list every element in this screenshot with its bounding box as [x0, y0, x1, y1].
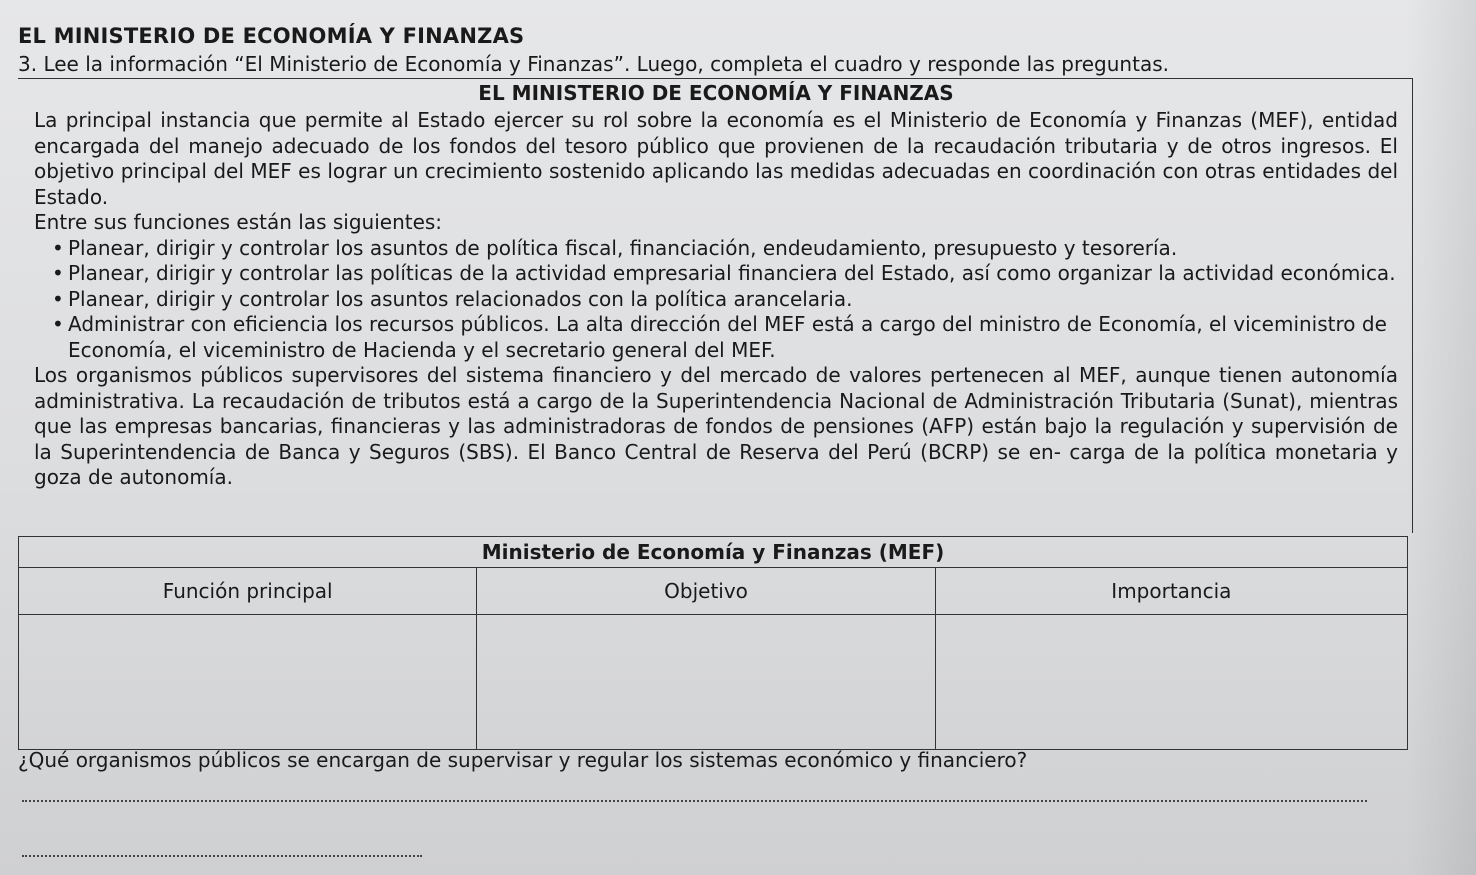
- reading-box: [18, 78, 1413, 533]
- function-item: • Planear, dirigir y controlar los asuntos de política fiscal, financiación, endeudamiento, presupuesto y tesorería.: [54, 236, 1398, 262]
- table-title: Ministerio de Economía y Finanzas (MEF): [19, 537, 1408, 568]
- cell-objetivo[interactable]: [477, 615, 935, 750]
- page-shadow: [1406, 0, 1476, 875]
- function-item: • Administrar con eficiencia los recursos públicos. La alta dirección del MEF está a cargo del ministro de Economía, el viceministro de Economía, el viceministro de Hacienda y el secretario general del MEF.: [54, 312, 1398, 363]
- functions-intro: Entre sus funciones están las siguientes:: [34, 210, 443, 234]
- functions-list: [34, 236, 1398, 364]
- cell-funcion-principal[interactable]: [19, 615, 477, 750]
- column-importancia: Importancia: [935, 568, 1407, 615]
- function-item: • Planear, dirigir y controlar los asuntos relacionados con la política arancelaria.: [54, 287, 1398, 313]
- reading-paragraph-2: Los organismos públicos supervisores del sistema financiero y del mercado de valores pertenecen al MEF, aunque tienen autonomía administrativa. La recaudación de tributos está a cargo de la Superintendencia Nacional de Administración Tributaria (Sunat), mientras que las empresas bancarias, financieras y las administradoras de fondos de pensiones (AFP) están bajo la regulación y supervisión de la Superintendencia de Banca y Seguros (SBS). El Banco Central de Reserva del Perú (BCRP) se en- carga de la política monetaria y goza de autonomía.: [34, 363, 1398, 489]
- column-objetivo: Objetivo: [477, 568, 935, 615]
- activity-instruction: 3. Lee la información “El Ministerio de Economía y Finanzas”. Luego, completa el cuadro y responde las preguntas.: [18, 52, 1169, 76]
- worksheet-title: EL MINISTERIO DE ECONOMÍA Y FINANZAS: [18, 24, 525, 48]
- answer-line[interactable]: [22, 855, 422, 857]
- column-funcion-principal: Función principal: [19, 568, 477, 615]
- cell-importancia[interactable]: [935, 615, 1407, 750]
- answer-line[interactable]: [22, 800, 1367, 802]
- reading-paragraph-1: La principal instancia que permite al Estado ejercer su rol sobre la economía es el Ministerio de Economía y Finanzas (MEF), entidad encargada del manejo adecuado de los fondos del tesoro público que provienen de la recaudación tributaria y de otros ingresos. El objetivo principal del MEF es lograr un crecimiento sostenido aplicando las medidas adecuadas en coordinación con otras entidades del Estado.: [34, 108, 1398, 209]
- function-item: • Planear, dirigir y controlar las políticas de la actividad empresarial financiera del Estado, así como organizar la actividad económica.: [54, 261, 1398, 287]
- question-text: ¿Qué organismos públicos se encargan de supervisar y regular los sistemas económico y financiero?: [18, 748, 1028, 772]
- mef-table: [18, 536, 1408, 750]
- reading-title: EL MINISTERIO DE ECONOMÍA Y FINANZAS: [478, 81, 954, 105]
